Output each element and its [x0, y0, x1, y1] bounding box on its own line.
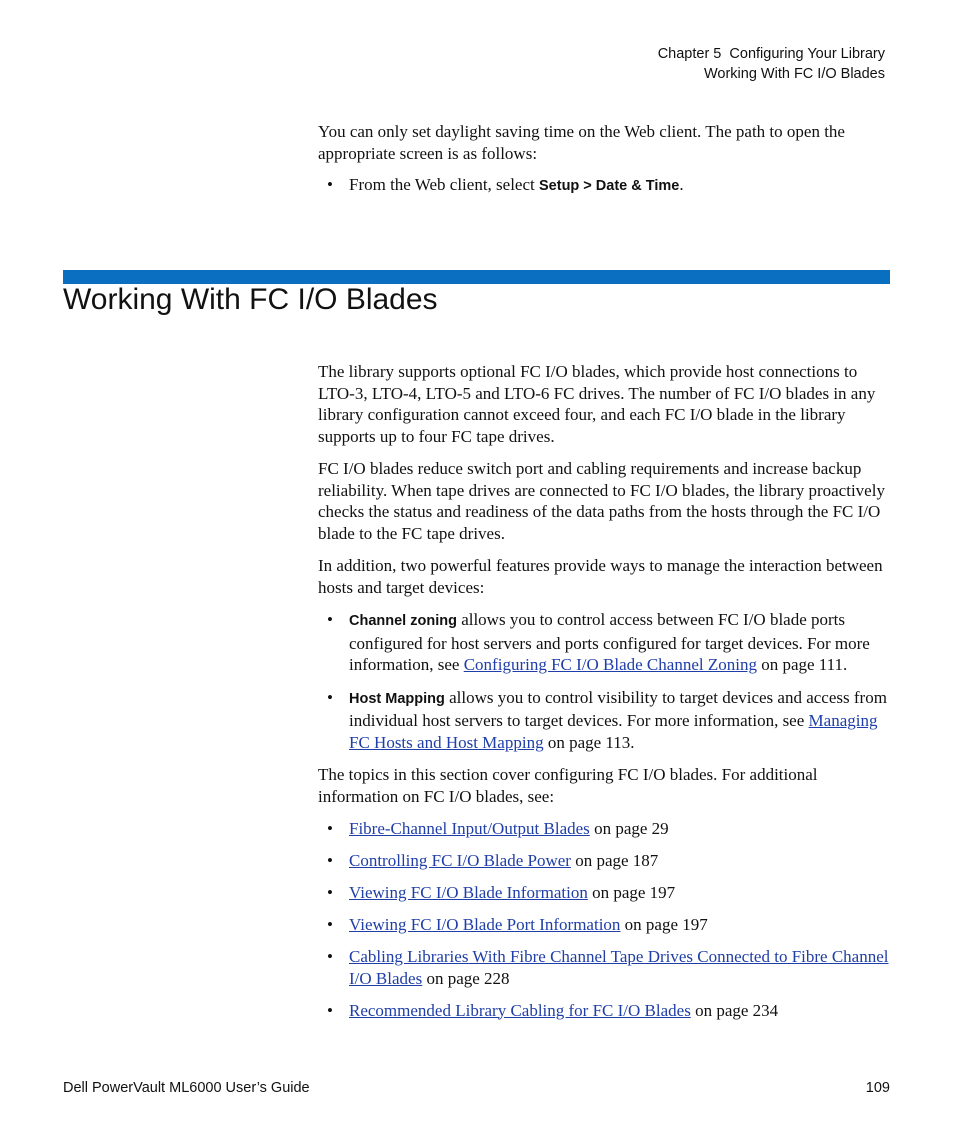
page-number: 109 [865, 1080, 890, 1096]
bullet-dot: • [327, 883, 333, 902]
intro-block [318, 121, 898, 198]
page-ref: on page 187 [570, 851, 659, 870]
intro-bullet-suffix: . [679, 175, 684, 194]
paragraph-2: FC I/O blades reduce switch port and cabling requirements and increase backup reliability. When tape drives are connected to FC I/O blades, the library proactively checks the status and readiness of the data paths from the hosts through the FC I/O blade to the FC tape drives. [318, 459, 885, 543]
link-cabling-libraries[interactable]: Cabling Libraries With Fibre Channel Tape Drives Connected to Fibre Channel I/O Blades [349, 947, 889, 988]
bullet-dot: • [327, 610, 333, 629]
feature-suffix: on page 111. [756, 655, 848, 674]
bullet-dot: • [327, 947, 333, 966]
page-footer [63, 1080, 890, 1096]
see-also-list [318, 818, 898, 1021]
page-ref: on page 197 [587, 883, 676, 902]
link-blade-port-information[interactable]: Viewing FC I/O Blade Port Information [349, 915, 621, 934]
link-blade-information[interactable]: Viewing FC I/O Blade Information [349, 883, 588, 902]
see-also-item [318, 1000, 898, 1022]
section-rule [63, 270, 890, 284]
feature-item-channel-zoning [318, 609, 898, 676]
link-fibre-channel-blades[interactable]: Fibre-Channel Input/Output Blades [349, 819, 590, 838]
feature-text: allows you to control visibility to target devices and access from individual host servers to target devices. For more information, see [349, 687, 887, 730]
see-also-item [318, 818, 898, 840]
section-body [318, 361, 898, 1021]
bullet-dot: • [327, 687, 333, 707]
link-host-mapping[interactable]: Managing FC Hosts and Host Mapping [349, 711, 878, 752]
feature-item-host-mapping [318, 687, 898, 754]
see-also-item [318, 850, 898, 872]
see-also-item [318, 914, 898, 936]
feature-suffix: on page 113. [543, 732, 635, 752]
section-title: Working With FC I/O Blades [63, 283, 438, 316]
bullet-dot: • [327, 819, 333, 838]
feature-term: Channel zoning [349, 613, 457, 629]
page-ref: on page 228 [422, 968, 510, 988]
page-ref: on page 234 [690, 1000, 779, 1020]
running-header [658, 44, 885, 84]
bullet-dot: • [327, 851, 333, 870]
see-also-item [318, 882, 898, 904]
paragraph-1: The library supports optional FC I/O blades, which provide host connections to LTO-3, LTO-4, LTO-5 and LTO-6 FC drives. The number of FC I/O blades in any library configuration cannot exceed four, and each FC I/O blade in the library supports up to four FC tape drives. [318, 362, 876, 446]
bullet-dot: • [327, 915, 333, 934]
header-chapter: Chapter 5 Configuring Your Library [657, 46, 885, 62]
bullet-dot: • [327, 1000, 333, 1020]
intro-bullet-prefix: From the Web client, select [349, 175, 539, 194]
link-recommended-cabling[interactable]: Recommended Library Cabling for FC I/O Blades [349, 1000, 691, 1020]
footer-title: Dell PowerVault ML6000 User’s Guide [63, 1080, 310, 1096]
feature-text: allows you to control access between FC I/O blade ports configured for host servers and ports configured for target devices. For more information, see [349, 610, 870, 674]
feature-list [318, 609, 898, 753]
feature-term: Host Mapping [349, 690, 445, 707]
link-blade-power[interactable]: Controlling FC I/O Blade Power [349, 851, 571, 870]
menu-path: Setup > Date & Time [539, 178, 680, 194]
page-ref: on page 29 [589, 819, 669, 838]
page-ref: on page 197 [620, 915, 708, 934]
paragraph-3: In addition, two powerful features provide ways to manage the interaction between hosts and target devices: [318, 556, 883, 597]
paragraph-4: The topics in this section cover configuring FC I/O blades. For additional information on FC I/O blades, see: [318, 765, 818, 806]
bullet-dot: • [327, 175, 333, 194]
header-section: Working With FC I/O Blades [703, 66, 885, 82]
intro-paragraph: You can only set daylight saving time on the Web client. The path to open the appropriate screen is as follows: [318, 122, 845, 163]
see-also-item [318, 946, 898, 989]
link-channel-zoning[interactable]: Configuring FC I/O Blade Channel Zoning [463, 655, 757, 674]
intro-bullet [318, 174, 898, 198]
